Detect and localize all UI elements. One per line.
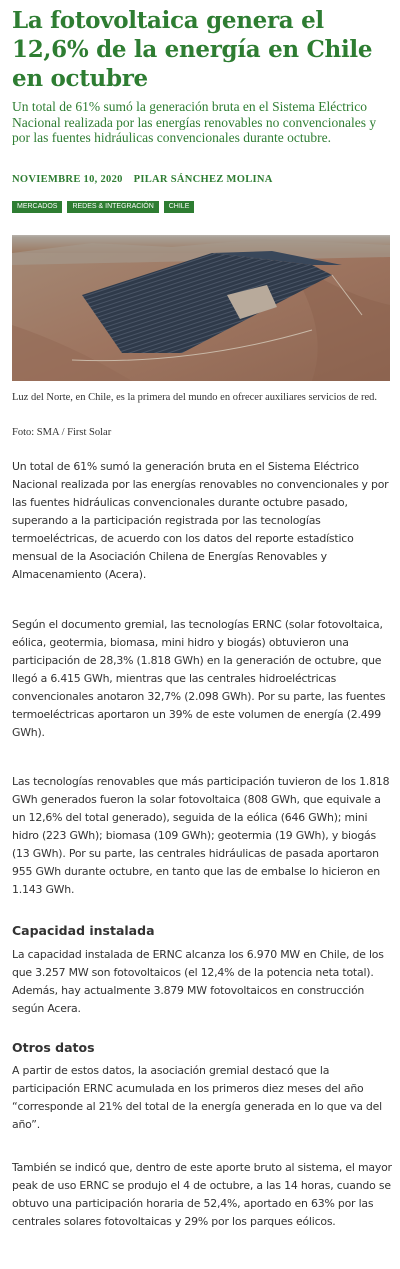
section-heading-capacidad: Capacidad instalada <box>12 923 155 938</box>
tag-redes-integracion[interactable]: REDES & INTEGRACIÓN <box>67 201 158 213</box>
body-paragraph: También se indicó que, dentro de este aporte bruto al sistema, el mayor peak de uso ERNC se produjo el 4 de octubre, a las 14 horas, cuando se obtuvo una participación horaria de 52,4%, aportado en 63% por las centrales solares fotovoltaicas y 29% por los parques eólicos. <box>12 1161 392 1228</box>
tag-list <box>12 201 194 213</box>
photo-credit: Foto: SMA / First Solar <box>12 427 112 438</box>
tag-chile[interactable]: CHILE <box>164 201 195 213</box>
article-title: La fotovoltaica genera el 12,6% de la energía en Chile en octubre <box>12 7 373 92</box>
solar-plant-photo <box>12 235 390 381</box>
article-subtitle: Un total de 61% sumó la generación bruta en el Sistema Eléctrico Nacional realizada por las energías renovables no convencionales y por las fuentes hidráulicas convencionales durante octubre. <box>12 99 377 145</box>
section-heading-otros-datos: Otros datos <box>12 1040 95 1055</box>
author-link[interactable]: PILAR SÁNCHEZ MOLINA <box>133 174 273 185</box>
body-paragraph: A partir de estos datos, la asociación gremial destacó que la participación ERNC acumulada en los primeros diez meses del año “corresponde al 21% del total de la energía generada en lo que va del año”. <box>12 1064 382 1131</box>
body-paragraph: La capacidad instalada de ERNC alcanza los 6.970 MW en Chile, de los que 3.257 MW son fotovoltaicos (el 12,4% de la potencia neta total). Además, hay actualmente 3.879 MW fotovoltaicos en construcción según Acera. <box>12 948 384 1015</box>
article-meta <box>12 174 390 185</box>
article-date: NOVIEMBRE 10, 2020 <box>12 174 123 185</box>
photo-caption: Luz del Norte, en Chile, es la primera del mundo en ofrecer auxiliares servicios de red. <box>12 392 378 403</box>
body-paragraph: Según el documento gremial, las tecnologías ERNC (solar fotovoltaica, eólica, geotermia, biomasa, mini hidro y biogás) obtuvieron una participación de 28,3% (1.818 GWh) en la generación de octubre, que llegó a 6.415 GWh, mientras que las centrales hidroeléctricas convencionales anotaron 32,7% (2.098 GWh). Por su parte, las fuentes termoeléctricas aportaron un 39% de este volumen de energía (2.499 GWh). <box>12 618 386 739</box>
body-paragraph: Las tecnologías renovables que más participación tuvieron de los 1.818 GWh generados fueron la solar fotovoltaica (808 GWh, que equivale a un 12,6% del total generado), seguida de la eólica (646 GWh); mini hidro (223 GWh); biomasa (109 GWh); geotermia (19 GWh), y biogás (13 GWh). Por su parte, las centrales hidráulicas de pasada aportaron 955 GWh durante octubre, en tanto que las de embalse lo hicieron en 1.143 GWh. <box>12 775 390 896</box>
tag-mercados[interactable]: MERCADOS <box>12 201 62 213</box>
body-paragraph: Un total de 61% sumó la generación bruta en el Sistema Eléctrico Nacional realizada por las energías renovables no convencionales y por las fuentes hidráulicas convencionales durante octubre pasado, superando a la participación registrada por las tecnologías termoeléctricas, de acuerdo con los datos del reporte estadístico mensual de la Asociación Chilena de Energías Renovables y Almacenamiento (Acera). <box>12 460 389 581</box>
